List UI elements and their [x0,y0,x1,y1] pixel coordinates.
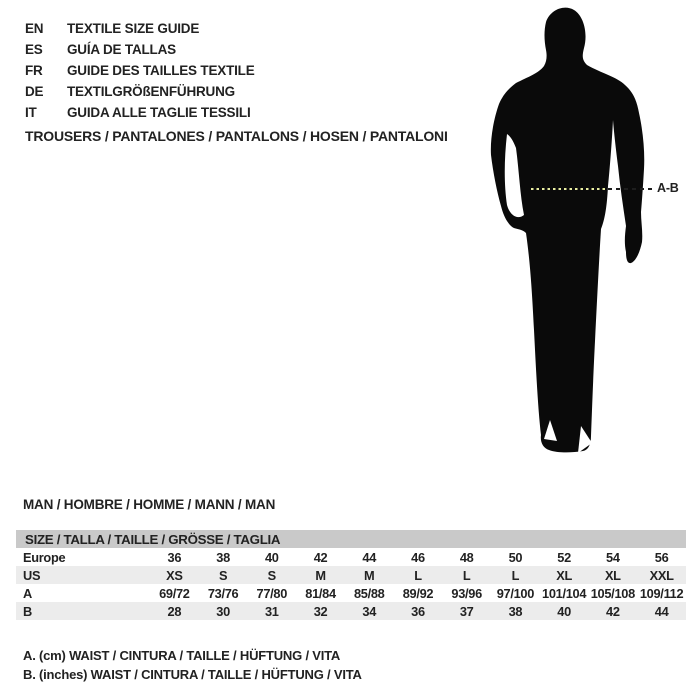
size-cell: 38 [508,603,523,619]
language-label: GUIDE DES TAILLES TEXTILE [67,63,255,78]
size-cell: 40 [557,603,571,619]
size-cell: 36 [411,603,425,619]
size-cell: 42 [606,603,620,619]
size-cell: XXL [649,567,674,583]
size-table-header: SIZE / TALLA / TAILLE / GRÖSSE / TAGLIA [16,530,686,548]
language-label: GUIDA ALLE TAGLIE TESSILI [67,105,251,120]
footnote-a: A. (cm) WAIST / CINTURA / TAILLE / HÜFTUNG / VITA [23,648,341,663]
table-row-us [16,566,686,584]
size-cell: M [315,567,326,583]
size-cell: XL [604,567,621,583]
size-cell: 77/80 [256,585,288,601]
size-cell: 42 [313,549,328,565]
footnote-b: B. (inches) WAIST / CINTURA / TAILLE / HÜFTUNG / VITA [23,666,362,682]
size-cell: M [364,567,375,583]
size-cell: XS [166,567,183,583]
row-label: A [23,585,32,601]
table-row-a-cm [16,584,686,602]
size-cell: 36 [167,549,182,565]
language-label: TEXTILGRÖßENFÜHRUNG [67,84,235,99]
size-cell: 37 [459,603,474,619]
size-table-header-row [16,530,686,548]
language-row [25,102,255,123]
size-cell: S [218,567,228,583]
size-cell: XL [556,567,572,583]
size-cell: 81/84 [305,585,336,601]
table-row-europe [16,548,686,566]
size-cell: L [511,567,520,583]
language-code: IT [25,105,37,120]
size-cell: 54 [606,549,620,565]
size-cell: 48 [459,549,474,565]
language-label: GUÍA DE TALLAS [67,42,176,57]
row-label: Europe [23,549,66,565]
size-cell: 34 [362,603,377,619]
measurement-label: A-B [657,181,679,195]
size-table [16,530,686,620]
language-code: EN [25,21,44,36]
size-cell: 38 [216,549,230,565]
language-row [25,81,255,102]
language-row [25,60,255,81]
language-code: DE [25,84,44,99]
size-cell: 69/72 [159,585,190,601]
size-cell: 105/108 [590,585,635,601]
size-cell: 73/76 [207,585,239,601]
waist-dashed-line [608,188,654,190]
size-cell: S [267,567,276,583]
size-cell: 101/104 [542,585,587,601]
size-cell: 85/88 [353,585,385,601]
size-cell: 56 [654,549,669,565]
size-cell: 28 [167,603,182,619]
size-cell: 44 [362,549,377,565]
size-cell: 97/100 [496,585,535,601]
size-cell: 89/92 [402,585,434,601]
size-cell: L [462,567,471,583]
language-label: TEXTILE SIZE GUIDE [67,21,200,36]
size-cell: 52 [557,549,571,565]
size-cell: 109/112 [639,585,684,601]
language-row [25,39,255,60]
waist-dotted-line [531,188,607,190]
product-title: TROUSERS / PANTALONES / PANTALONS / HOSEN / PANTALONI [25,128,448,144]
row-label: US [23,567,41,583]
size-cell: 93/96 [451,585,482,601]
size-cell: 50 [508,549,523,565]
size-cell: 44 [654,603,669,619]
size-cell: L [414,567,422,583]
row-label: B [23,603,32,619]
size-cell: 40 [264,549,279,565]
man-silhouette [460,0,700,460]
language-code: ES [25,42,43,57]
size-cell: 46 [411,549,425,565]
language-row [25,18,255,39]
section-title: MAN / HOMBRE / HOMME / MANN / MAN [23,497,276,512]
size-cell: 32 [313,603,328,619]
size-cell: 30 [216,603,230,619]
language-list [25,18,255,123]
size-cell: 31 [264,603,279,619]
footnotes [23,647,362,684]
language-code: FR [25,63,43,78]
man-silhouette-icon [460,0,700,460]
table-row-b-inches [16,602,686,620]
